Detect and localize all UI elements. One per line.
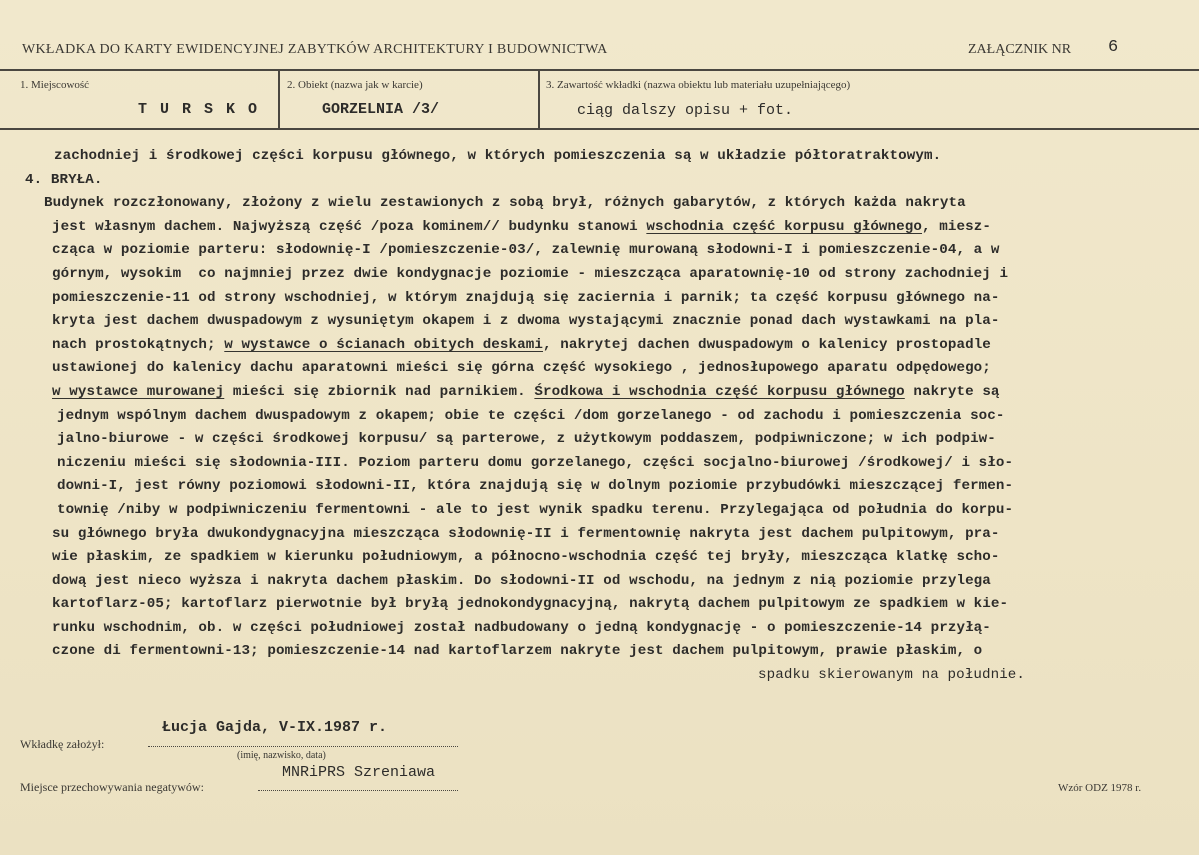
text-line: Budynek rozczłonowany, złożony z wielu zestawionych z sobą brył, różnych gabarytów, z których każda nakryta	[44, 195, 966, 212]
field-divider-1	[278, 70, 280, 128]
text-line: zachodniej i środkowej części korpusu głównego, w których pomieszczenia są w układzie półtoratraktowym.	[54, 148, 942, 164]
underlined-phrase: w wystawce o ścianach obitych deskami	[224, 336, 543, 353]
form-template-label: Wzór ODZ 1978 r.	[1058, 782, 1142, 794]
text-line: dową jest nieco wyższa i nakryta dachem płaskim. Do słodowni-II od wschodu, na jednym z nią poziomie przylega	[52, 572, 991, 589]
text-line: townię /niby w podpiwniczeniu fermentowni - ale to jest wynik spadku terenu. Przylegająca od południa do korpu-	[57, 501, 1014, 518]
text-line: kartoflarz-05; kartoflarz pierwotnie był bryłą jednokondygnacyjną, nakrytą dachem pulpitowym ze spadkiem w kie-	[52, 596, 1009, 613]
content-value: ciąg dalszy opisu + fot.	[577, 102, 794, 119]
place-label: 1. Miejscowość	[20, 79, 90, 91]
text-line: runku wschodnim, ob. w części południowej został nadbudowany o jedną kondygnację - o pomieszczenie-14 przyłą-	[52, 619, 991, 636]
text-line: su głównego bryła dwukondygnacyjna mieszcząca słodownię-II i fermentownię nakryta jest dachem pulpitowym, pra-	[52, 525, 1000, 542]
text-line: downi-I, jest równy poziomowi słodowni-II, która znajdują się w dolnym poziomie przybudówki mieszczącej fermen-	[57, 478, 1014, 495]
underlined-phrase: wschodnia część korpusu głównego	[646, 218, 923, 235]
description-body	[25, 145, 1190, 688]
attachment-label: ZAŁĄCZNIK NR	[968, 42, 1072, 57]
object-label: 2. Obiekt (nazwa jak w karcie)	[287, 79, 423, 91]
author-hint: (imię, nazwisko, data)	[237, 750, 326, 761]
text-line: czone di fermentowni-13; pomieszczenie-14 nad kartoflarzem nakryte jest dachem pulpitowym, prawie płaskim, o	[52, 643, 983, 660]
text-line: jednym wspólnym dachem dwuspadowym z okapem; obie te części /dom gorzelanego - od zachodu i pomieszczenia soc-	[57, 407, 1005, 424]
header-top-rule	[0, 69, 1199, 71]
text-line: nach prostokątnych; w wystawce o ścianach obitych deskami, nakrytej dachen dwuspadowym o kalenicy prostopadle	[52, 336, 991, 353]
text-line: jest własnym dachem. Najwyższą część /poza kominem// budynku stanowi wschodnia część korpusu głównego, miesz-	[52, 218, 991, 235]
underlined-phrase: Środkowa i wschodnia część korpusu głównego	[534, 383, 905, 400]
text-line: niczeniu mieści się słodownia-III. Poziom parteru domu gorzelanego, części socjalno-biurowej /środkowej/ i sło-	[57, 454, 1014, 471]
text-line: spadku skierowanym na południe.	[758, 667, 1026, 684]
text-line: pomieszczenie-11 od strony wschodniej, w którym znajdują się zaciernia i parnik; ta część korpusu głównego na-	[52, 289, 1000, 306]
author-dotted-line	[148, 746, 458, 747]
object-value: GORZELNIA /3/	[322, 101, 440, 118]
text-line: kryta jest dachem dwuspadowym z wysuniętym okapem i z dwoma wystającymi znacznie ponad dach wystawkami na pla-	[52, 313, 1000, 330]
text-line: górnym, wysokim co najmniej przez dwie kondygnacje poziomie - mieszcząca aparatownię-10 od strony zachodniej i	[52, 265, 1009, 282]
text-line: ustawionej do kalenicy dachu aparatowni mieści się górna część wysokiego , jednosłupowego aparatu odpędowego;	[52, 360, 991, 377]
place-value: T U R S K O	[138, 101, 260, 118]
negatives-label: Miejsce przechowywania negatywów:	[20, 780, 204, 794]
text-line: w wystawce murowanej mieści się zbiornik nad parnikiem. Środkowa i wschodnia część korpusu głównego nakryte są	[52, 383, 1000, 400]
text-line: cząca w poziomie parteru: słodownię-I /pomieszczenie-03/, zalewnię murowaną słodowni-I i pomieszczenie-04, a w	[52, 242, 1000, 259]
text-line: jalno-biurowe - w części środkowej korpusu/ są parterowe, z użytkowym poddaszem, podpiwniczone; w ich podpiw-	[57, 431, 996, 448]
field-divider-2	[538, 70, 540, 128]
author-value: Łucja Gajda, V-IX.1987 r.	[162, 719, 388, 736]
content-label: 3. Zawartość wkładki (nazwa obiektu lub materiału uzupełniającego)	[546, 79, 851, 91]
section-heading: 4. BRYŁA.	[25, 171, 103, 188]
author-label: Wkładkę założył:	[20, 737, 105, 751]
attachment-number: 6	[1108, 38, 1119, 57]
card-title: WKŁADKA DO KARTY EWIDENCYJNEJ ZABYTKÓW ARCHITEKTURY I BUDOWNICTWA	[22, 42, 608, 57]
header-bottom-rule	[0, 128, 1199, 130]
negatives-dotted-line	[258, 790, 458, 791]
text-line: wie płaskim, ze spadkiem w kierunku południowym, a północno-wschodnia część tej bryły, mieszcząca klatkę scho-	[52, 549, 1000, 566]
negatives-value: MNRiPRS Szreniawa	[282, 764, 436, 781]
underlined-phrase: w wystawce murowanej	[52, 383, 225, 400]
